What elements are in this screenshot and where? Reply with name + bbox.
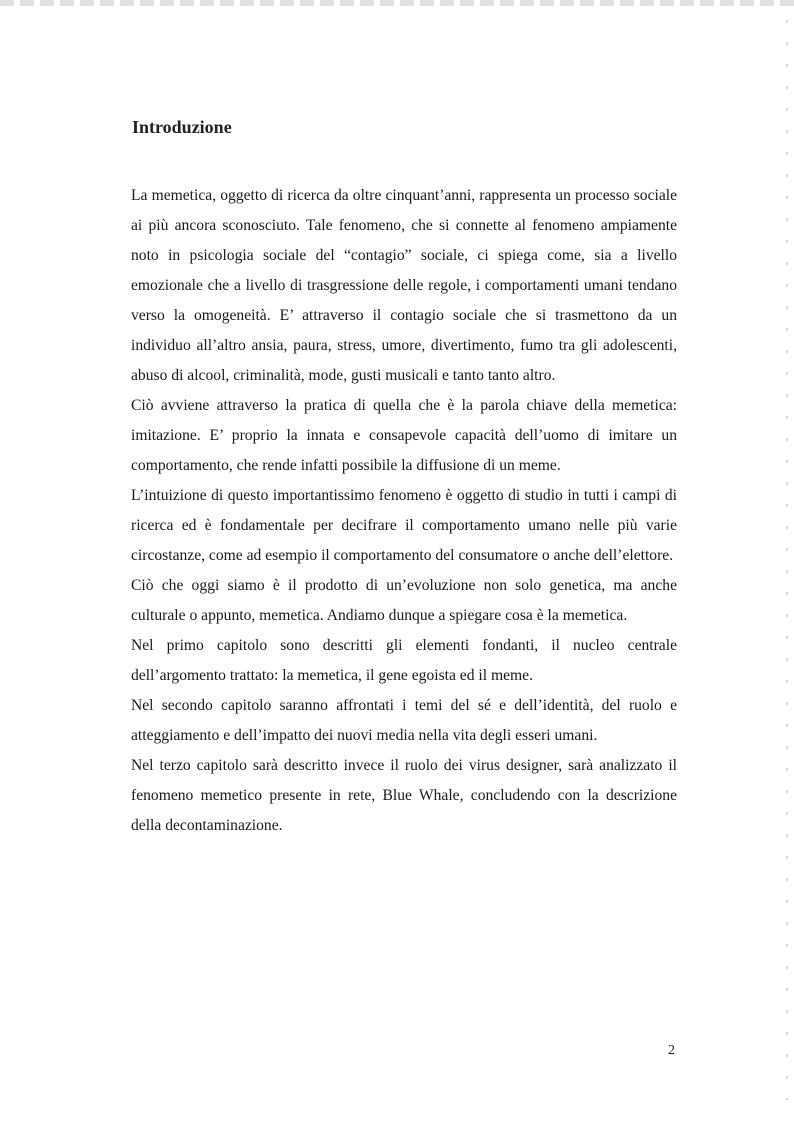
paragraph-2: Ciò avviene attraverso la pratica di quella che è la parola chiave della memetica: imitazione. E’ proprio la innata e consapevole capacità dell’uomo di imitare un comportamento, che rende infatti possibile la diffusione di un meme. bbox=[131, 397, 677, 474]
page-number: 2 bbox=[668, 1043, 675, 1058]
scan-edge-top bbox=[0, 0, 794, 6]
scan-edge-right bbox=[786, 20, 788, 1100]
paragraph-6: Nel secondo capitolo saranno affrontati i temi del sé e dell’identità, del ruolo e atteggiamento e dell’impatto dei nuovi media nella vita degli esseri umani. bbox=[131, 697, 677, 744]
body-text bbox=[131, 181, 677, 841]
section-heading: Introduzione bbox=[132, 117, 232, 137]
paragraph-7: Nel terzo capitolo sarà descritto invece il ruolo dei virus designer, sarà analizzato il fenomeno memetico presente in rete, Blue Whale, concludendo con la descrizione della decontaminazione. bbox=[131, 757, 677, 834]
paragraph-3: L’intuizione di questo importantissimo fenomeno è oggetto di studio in tutti i campi di ricerca ed è fondamentale per decifrare il comportamento umano nelle più varie circostanze, come ad esempio il comportamento del consumatore o anche dell’elettore. bbox=[131, 487, 677, 564]
paragraph-1: La memetica, oggetto di ricerca da oltre cinquant’anni, rappresenta un processo sociale ai più ancora sconosciuto. Tale fenomeno, che si connette al fenomeno ampiamente noto in psicologia sociale del “contagio” sociale, ci spiega come, sia a livello emozionale che a livello di trasgressione delle regole, i comportamenti umani tendano verso la omogeneità. E’ attraverso il contagio sociale che si trasmettono da un individuo all’altro ansia, paura, stress, umore, divertimento, fumo tra gli adolescenti, abuso di alcool, criminalità, mode, gusti musicali e tanto tanto altro. bbox=[131, 187, 677, 384]
paragraph-4: Ciò che oggi siamo è il prodotto di un’evoluzione non solo genetica, ma anche culturale o appunto, memetica. Andiamo dunque a spiegare cosa è la memetica. bbox=[131, 577, 677, 624]
paragraph-5: Nel primo capitolo sono descritti gli elementi fondanti, il nucleo centrale dell’argomento trattato: la memetica, il gene egoista ed il meme. bbox=[131, 637, 677, 684]
